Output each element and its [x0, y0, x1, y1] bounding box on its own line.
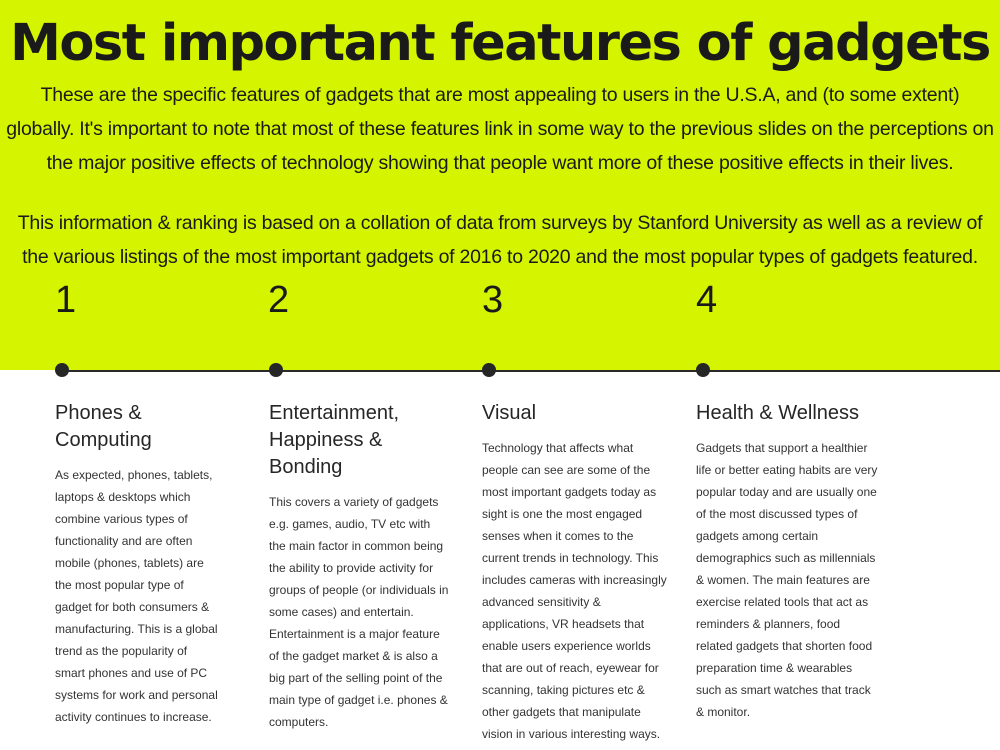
feature-number-1: 1 — [55, 279, 77, 321]
feature-description: As expected, phones, tablets, laptops & desktops which combine various types of functionality and are often mobile (phones, tablets) are the most popular type of gadget for both consumers & manufacturing. This is a global trend as the popularity of smart phones and use of PC systems for work and personal activity continues to increase. — [55, 468, 218, 724]
feature-column-4 — [696, 400, 896, 723]
feature-column-1 — [55, 400, 255, 728]
feature-title: Visual — [482, 402, 537, 424]
feature-title: Health & Wellness — [696, 402, 860, 424]
feature-title: Entertainment, Happiness & Bonding — [269, 402, 400, 478]
feature-number-4: 4 — [696, 279, 718, 321]
feature-column-3 — [482, 400, 682, 745]
feature-description: Technology that affects what people can see are some of the most important gadgets today as sight is one the most engaged senses when it comes to the current trends in technology. This includes cameras with increasingly advanced sensitivity & applications, VR headsets that enable users experience worlds that are out of reach, eyewear for scanning, taking pictures etc & other gadgets that manipulate vision in various interesting ways. — [482, 441, 667, 741]
feature-number-3: 3 — [482, 279, 504, 321]
timeline-dot-3 — [482, 363, 496, 377]
timeline-dot-4 — [696, 363, 710, 377]
timeline-dot-2 — [269, 363, 283, 377]
intro-paragraph-1: These are the specific features of gadgets that are most appealing to users in the U.S.A, and (to some extent) globally. It's important to note that most of these features link in some way to the previous slides on the perceptions on the major positive effects of technology showing that people want more of these positive effects in their lives. — [6, 84, 994, 174]
timeline-line — [58, 370, 1000, 372]
timeline-dot-1 — [55, 363, 69, 377]
intro-paragraph-2: This information & ranking is based on a collation of data from surveys by Stanford University as well as a review of the various listings of the most important gadgets of 2016 to 2020 and the most popular types of gadgets featured. — [17, 212, 983, 268]
feature-column-2 — [269, 400, 469, 733]
page-title: Most important features of gadgets — [10, 14, 990, 73]
feature-number-2: 2 — [268, 279, 290, 321]
feature-description: This covers a variety of gadgets e.g. games, audio, TV etc with the main factor in common being the ability to provide activity for groups of people (or individuals in some cases) and entertain. Entertainment is a major feature of the gadget market & is also a big part of the selling point of the main type of gadget i.e. phones & computers. — [269, 495, 449, 729]
feature-description: Gadgets that support a healthier life or better eating habits are very popular today and are usually one of the most discussed types of gadgets among certain demographics such as millennials & women. The main features are exercise related tools that act as reminders & planners, food related gadgets that shorten food preparation time & wearables such as smart watches that track & monitor. — [696, 441, 878, 719]
feature-title: Phones & Computing — [55, 402, 152, 451]
